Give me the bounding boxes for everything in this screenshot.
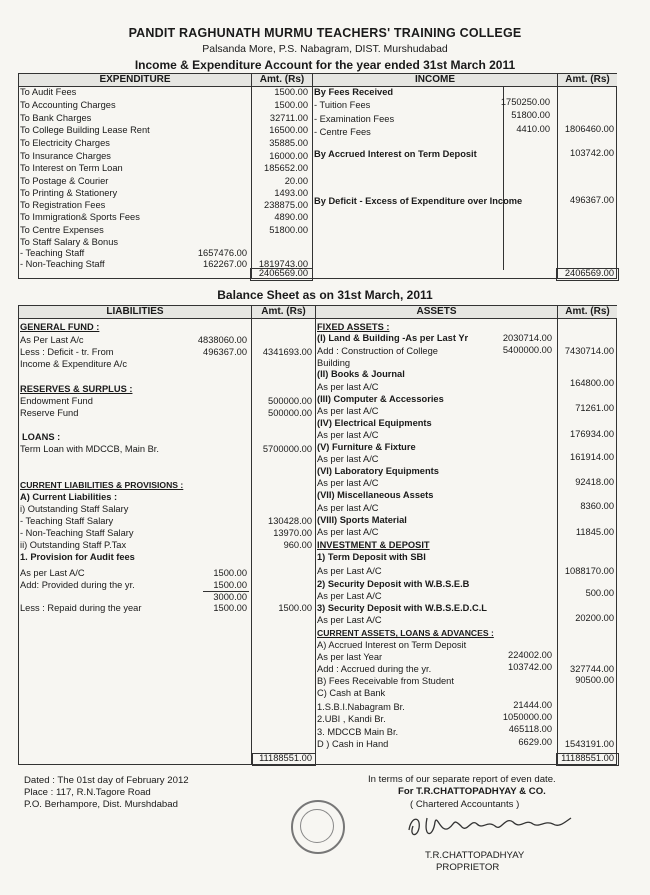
deficit-amount: 496367.00 bbox=[570, 195, 614, 205]
exp-label: To Bank Charges bbox=[20, 113, 92, 123]
provision-as-per-label: As per Last A/C bbox=[20, 568, 85, 578]
teaching-staff-amount: 1657476.00 bbox=[197, 248, 247, 258]
accrued-interest-total: 327744.00 bbox=[570, 664, 614, 674]
tuition-fees-amount: 1750250.00 bbox=[500, 97, 550, 107]
bs-title: Balance Sheet as on 31st March, 2011 bbox=[217, 288, 433, 302]
gf-as-per-label: As Per Last A/c bbox=[20, 335, 84, 345]
cash-in-hand-label: D ) Cash in Hand bbox=[317, 739, 389, 749]
mdccb-amount: 465118.00 bbox=[508, 724, 552, 734]
outstanding-salary-label: i) Outstanding Staff Salary bbox=[20, 504, 129, 514]
provision-subtotal: 3000.00 bbox=[213, 592, 247, 602]
cash-in-hand-amount: 6629.00 bbox=[518, 737, 552, 747]
exam-fees-amount: 51800.00 bbox=[511, 110, 550, 120]
laboratory-head: (VI) Laboratory Equipments bbox=[317, 466, 439, 476]
exp-total: 2406569.00 bbox=[258, 268, 308, 278]
term-loan-amount: 5700000.00 bbox=[262, 444, 312, 454]
gf-less-label: Less : Deficit - tr. From bbox=[20, 347, 114, 357]
accrued-interest-head: A) Accrued Interest on Term Deposit bbox=[317, 640, 467, 650]
fees-receivable-label: B) Fees Receivable from Student bbox=[317, 676, 454, 686]
accrued-interest-label: By Accrued Interest on Term Deposit bbox=[314, 149, 477, 159]
footer-place: Place : 117, R.N.Tagore Road bbox=[24, 787, 151, 798]
laboratory-as-per: As per last A/C bbox=[317, 478, 379, 488]
exp-label: To Postage & Courier bbox=[20, 176, 109, 186]
exp-label: To Electricity Charges bbox=[20, 138, 110, 148]
footer-for-firm: For T.R.CHATTOPADHYAY & CO. bbox=[398, 786, 546, 797]
ubi-label: 2.UBI , Kandi Br. bbox=[317, 714, 386, 724]
electrical-head: (IV) Electrical Equipments bbox=[317, 418, 432, 428]
furniture-as-per: As per last A/C bbox=[317, 454, 379, 464]
teaching-staff-label: - Teaching Staff bbox=[20, 248, 85, 258]
nonteaching-staff-label: - Non-Teaching Staff bbox=[20, 259, 105, 269]
misc-as-per: As per last A/C bbox=[317, 503, 379, 513]
exp-amount: 1500.00 bbox=[274, 87, 308, 97]
a-current-liabilities-head: A) Current Liabilities : bbox=[20, 492, 118, 502]
centre-fees-label: - Centre Fees bbox=[314, 127, 371, 137]
fees-receivable-amount: 90500.00 bbox=[575, 675, 614, 685]
term-loan-label: Term Loan with MDCCB, Main Br. bbox=[20, 444, 159, 454]
reserves-head: RESERVES & SURPLUS : bbox=[20, 384, 133, 394]
ubi-amount: 1050000.00 bbox=[502, 712, 552, 722]
deficit-label: By Deficit - Excess of Expenditure over Income bbox=[314, 196, 523, 206]
security-deposit-wbseb-as-per: As per Last A/C bbox=[317, 591, 382, 601]
reserve-amount: 500000.00 bbox=[268, 408, 312, 418]
security-deposit-wbseb-head: 2) Security Deposit with W.B.S.E.B bbox=[317, 579, 470, 589]
ie-header-expenditure: EXPENDITURE bbox=[19, 74, 251, 86]
provision-add-amount: 1500.00 bbox=[213, 580, 247, 590]
sports-amount: 11845.00 bbox=[575, 527, 614, 537]
ptax-label: ii) Outstanding Staff P.Tax bbox=[20, 540, 127, 550]
term-deposit-amount: 1088170.00 bbox=[564, 566, 614, 576]
salary-head: To Staff Salary & Bonus bbox=[20, 237, 119, 247]
misc-amount: 8360.00 bbox=[580, 501, 614, 511]
teaching-salary-label: - Teaching Staff Salary bbox=[20, 516, 114, 526]
provision-head: 1. Provision for Audit fees bbox=[20, 552, 135, 562]
exp-amount: 51800.00 bbox=[269, 225, 308, 235]
laboratory-amount: 92418.00 bbox=[575, 477, 614, 487]
reserve-label: Reserve Fund bbox=[20, 408, 79, 418]
sports-as-per: As per last A/C bbox=[317, 527, 379, 537]
land-building-label: (I) Land & Building -As per Last Yr bbox=[317, 333, 469, 343]
security-deposit-wbsedcl-head: 3) Security Deposit with W.B.S.E.D.C.L bbox=[317, 603, 487, 613]
exp-label: To Immigration& Sports Fees bbox=[20, 212, 140, 222]
fees-head: By Fees Received bbox=[314, 87, 394, 97]
nonteaching-staff-amount: 162267.00 bbox=[203, 259, 247, 269]
endowment-label: Endowment Fund bbox=[20, 396, 93, 406]
exp-amount: 1500.00 bbox=[274, 100, 308, 110]
teaching-salary-amount: 130428.00 bbox=[268, 516, 312, 526]
exp-label: To Registration Fees bbox=[20, 200, 106, 210]
term-deposit-head: 1) Term Deposit with SBI bbox=[317, 552, 426, 562]
cash-at-bank-head: C) Cash at Bank bbox=[317, 688, 386, 698]
accrued-interest-add-amount: 103742.00 bbox=[508, 662, 552, 672]
provision-less-label: Less : Repaid during the year bbox=[20, 603, 142, 613]
provision-less-amount: 1500.00 bbox=[213, 603, 247, 613]
electrical-as-per: As per last A/C bbox=[317, 430, 379, 440]
exp-label: To Accounting Charges bbox=[20, 100, 116, 110]
accrued-interest-amount: 103742.00 bbox=[570, 148, 614, 158]
footer-po: P.O. Berhampore, Dist. Murshdabad bbox=[24, 799, 178, 810]
gf-total: 4341693.00 bbox=[262, 347, 312, 357]
exam-fees-label: - Examination Fees bbox=[314, 114, 395, 124]
books-head: (II) Books & Journal bbox=[317, 369, 405, 379]
exp-amount: 32711.00 bbox=[269, 113, 308, 123]
security-deposit-wbsedcl-amount: 20200.00 bbox=[575, 613, 614, 623]
ie-header-amt-inc: Amt. (Rs) bbox=[558, 74, 617, 86]
gf-ie-label: Income & Expenditure A/c bbox=[20, 359, 127, 369]
exp-label: To Insurance Charges bbox=[20, 151, 111, 161]
computer-as-per: As per last A/C bbox=[317, 406, 379, 416]
exp-label: To Centre Expenses bbox=[20, 225, 104, 235]
accrued-interest-as-per-amount: 224002.00 bbox=[508, 650, 552, 660]
exp-amount: 1493.00 bbox=[274, 188, 308, 198]
footer-chartered: ( Chartered Accountants ) bbox=[410, 799, 520, 810]
exp-label: To Printing & Stationery bbox=[20, 188, 118, 198]
ie-header-amt-exp: Amt. (Rs) bbox=[252, 74, 312, 86]
exp-label: To College Building Lease Rent bbox=[20, 125, 150, 135]
building-label: Building bbox=[317, 358, 351, 368]
security-deposit-wbseb-amount: 500.00 bbox=[585, 588, 614, 598]
misc-head: (VII) Miscellaneous Assets bbox=[317, 490, 434, 500]
firm-seal-icon bbox=[291, 800, 345, 854]
exp-amount: 4890.00 bbox=[274, 212, 308, 222]
bs-header-amt-liab: Amt. (Rs) bbox=[252, 306, 315, 318]
accrued-interest-add: Add : Accrued during the yr. bbox=[317, 664, 432, 674]
current-liabilities-head: CURRENT LIABILITIES & PROVISIONS : bbox=[20, 480, 184, 490]
nonteaching-salary-label: - Non-Teaching Staff Salary bbox=[20, 528, 134, 538]
exp-label: To Interest on Term Loan bbox=[20, 163, 123, 173]
exp-amount: 35885.00 bbox=[269, 138, 308, 148]
ie-title: Income & Expenditure Account for the year ended 31st March 2011 bbox=[134, 58, 516, 72]
footer-title: PROPRIETOR bbox=[436, 862, 500, 873]
investment-head: INVESTMENT & DEPOSIT bbox=[317, 540, 430, 550]
sports-head: (VIII) Sports Material bbox=[317, 515, 407, 525]
exp-amount: 185652.00 bbox=[264, 163, 308, 173]
gf-as-per-amount: 4838060.00 bbox=[197, 335, 247, 345]
exp-amount: 16500.00 bbox=[269, 125, 308, 135]
general-fund-head: GENERAL FUND : bbox=[20, 322, 100, 332]
accrued-interest-as-per: As per last Year bbox=[317, 652, 383, 662]
tuition-fees-label: - Tuition Fees bbox=[314, 100, 371, 110]
exp-amount: 238875.00 bbox=[264, 200, 308, 210]
furniture-amount: 161914.00 bbox=[570, 452, 614, 462]
sbi-amount: 21444.00 bbox=[513, 700, 552, 710]
fees-total: 1806460.00 bbox=[564, 124, 614, 134]
construction-amount: 5400000.00 bbox=[502, 345, 552, 355]
bs-header-amt-assets: Amt. (Rs) bbox=[558, 306, 617, 318]
footer-report: In terms of our separate report of even date. bbox=[368, 774, 556, 785]
liabilities-total: 11188551.00 bbox=[259, 753, 312, 763]
bs-header-liabilities: LIABILITIES bbox=[19, 306, 251, 318]
computer-amount: 71261.00 bbox=[575, 403, 614, 413]
mdccb-label: 3. MDCCB Main Br. bbox=[317, 727, 399, 737]
exp-amount: 16000.00 bbox=[269, 151, 308, 161]
footer-dated: Dated : The 01st day of February 2012 bbox=[24, 775, 189, 786]
furniture-head: (V) Furniture & Fixture bbox=[317, 442, 416, 452]
salary-total: 1819743.00 bbox=[258, 259, 308, 269]
bs-header-assets: ASSETS bbox=[316, 306, 557, 318]
provision-total: 1500.00 bbox=[278, 603, 312, 613]
inc-total: 2406569.00 bbox=[564, 268, 614, 278]
provision-as-per-amount: 1500.00 bbox=[213, 568, 247, 578]
exp-label: To Audit Fees bbox=[20, 87, 77, 97]
computer-head: (III) Computer & Accessories bbox=[317, 394, 444, 404]
footer-name: T.R.CHATTOPADHYAY bbox=[425, 850, 525, 861]
centre-fees-amount: 4410.00 bbox=[516, 124, 550, 134]
land-building-amount: 2030714.00 bbox=[502, 333, 552, 343]
books-as-per: As per last A/C bbox=[317, 382, 379, 392]
current-assets-head: CURRENT ASSETS, LOANS & ADVANCES : bbox=[317, 628, 494, 638]
electrical-amount: 176934.00 bbox=[570, 429, 614, 439]
books-amount: 164800.00 bbox=[570, 378, 614, 388]
sbi-label: 1.S.B.I.Nabagram Br. bbox=[317, 702, 405, 712]
ptax-amount: 960.00 bbox=[283, 540, 312, 550]
cash-total: 1543191.00 bbox=[564, 739, 614, 749]
land-building-total: 7430714.00 bbox=[564, 346, 614, 356]
ie-header-income: INCOME bbox=[313, 74, 557, 86]
fixed-assets-head: FIXED ASSETS : bbox=[317, 322, 390, 332]
assets-total: 11188551.00 bbox=[561, 753, 614, 763]
gf-less-amount: 496367.00 bbox=[203, 347, 247, 357]
endowment-amount: 500000.00 bbox=[268, 396, 312, 406]
provision-add-label: Add: Provided during the yr. bbox=[20, 580, 135, 590]
signature-icon bbox=[405, 808, 575, 842]
college-name: PANDIT RAGHUNATH MURMU TEACHERS' TRAINING COLLEGE bbox=[128, 26, 522, 40]
loans-head: LOANS : bbox=[22, 432, 61, 442]
construction-label: Add : Construction of College bbox=[317, 346, 438, 356]
term-deposit-as-per: As per Last A/C bbox=[317, 566, 382, 576]
security-deposit-wbsedcl-as-per: As per Last A/C bbox=[317, 615, 382, 625]
nonteaching-salary-amount: 13970.00 bbox=[273, 528, 312, 538]
college-address: Palsanda More, P.S. Nabagram, DIST. Murshudabad bbox=[202, 43, 448, 55]
exp-amount: 20.00 bbox=[284, 176, 308, 186]
